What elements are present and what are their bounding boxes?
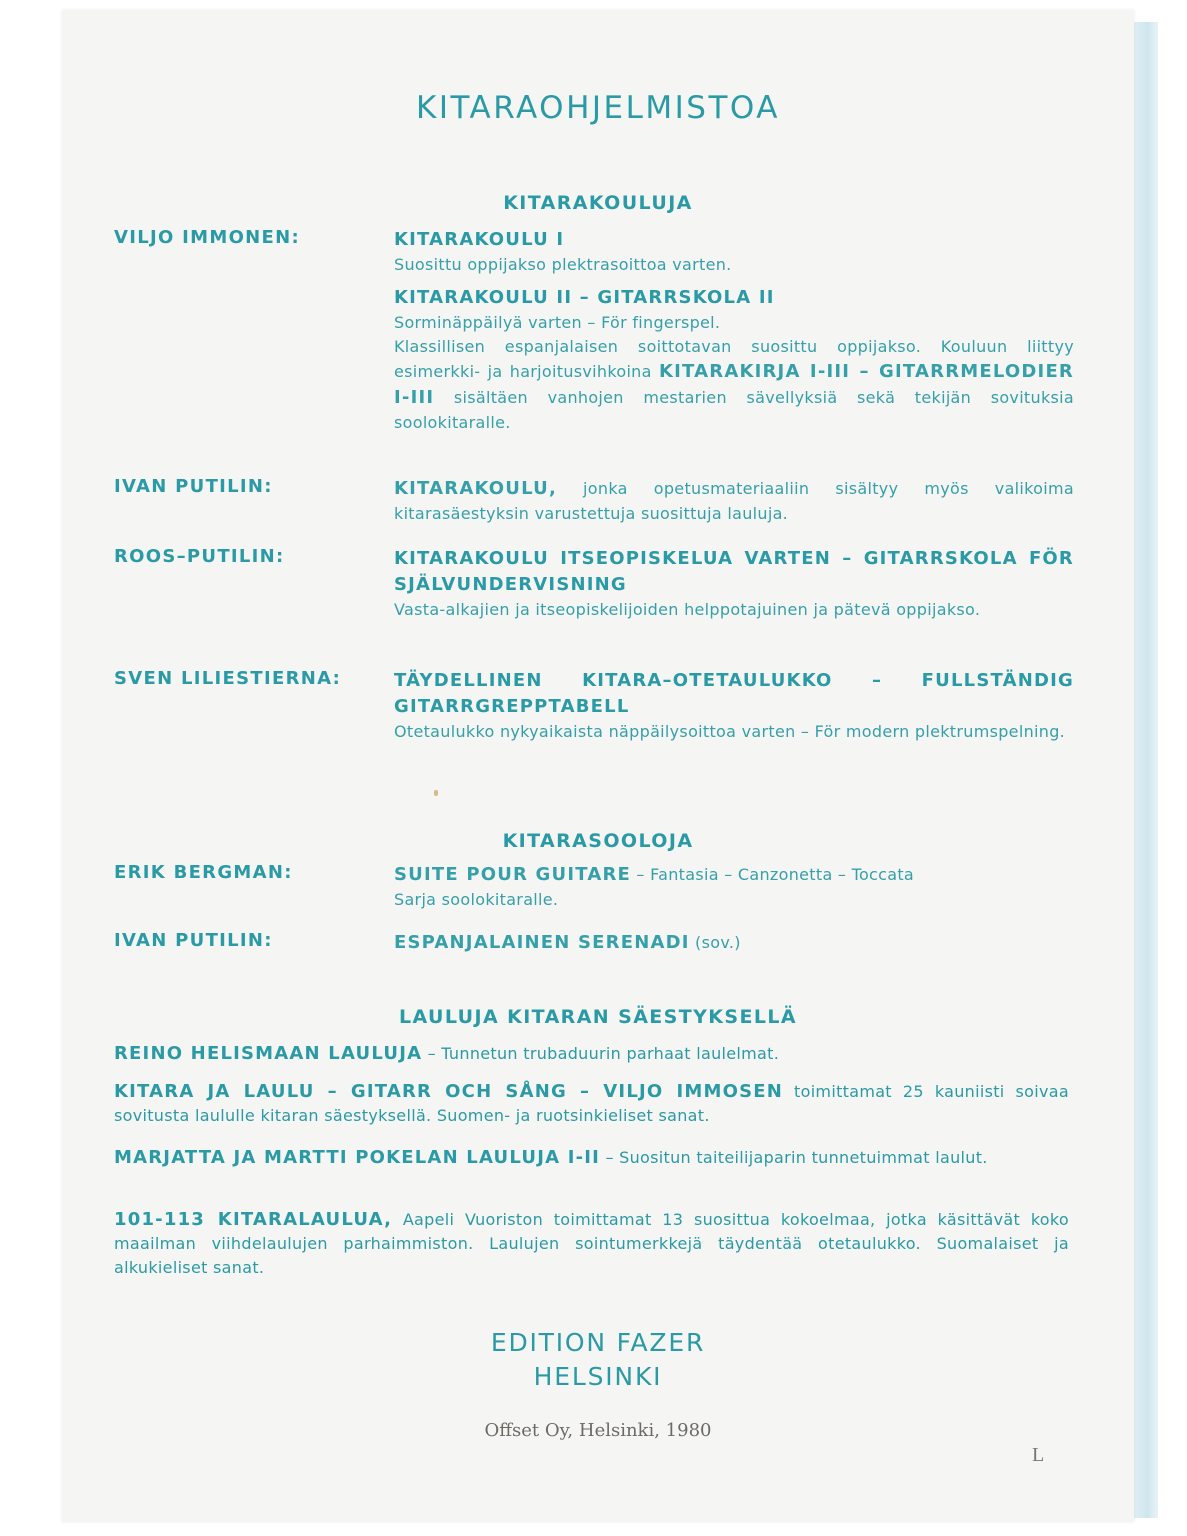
song-title: REINO HELISMAAN LAULUJA bbox=[114, 1043, 423, 1064]
song-title: KITARA JA LAULU – GITARR OCH SÅNG – VILJO IMMOSEN bbox=[114, 1081, 784, 1102]
song-title: 101-113 KITARALAULUA, bbox=[114, 1209, 393, 1230]
song-text: – Suositun taiteilijaparin tunnetuimmat laulut. bbox=[600, 1148, 988, 1167]
author-name: IVAN PUTILIN: bbox=[114, 930, 273, 951]
description-text: sisältäen vanhojen mestarien sävellyksiä sekä tekijän sovituksia soolokitaralle. bbox=[394, 388, 1074, 432]
work-title: KITARAKOULU I bbox=[394, 229, 565, 250]
song-text: Aapeli Vuoriston toimittamat 13 suosittua kokoelmaa, jotka käsittävät koko maailman viihdelaulujen parhaimmiston. Laulujen sointumerkkejä täydentää otetaulukko. Suomalaiset ja alkukieliset sanat. bbox=[114, 1210, 1069, 1277]
work-subtitle: – Fantasia – Canzonetta – Toccata bbox=[631, 865, 915, 884]
page-title: KITARAOHJELMISTOA bbox=[416, 90, 780, 126]
work-title: TÄYDELLINEN KITARA–OTETAULUKKO – FULLSTÄNDIG GITARRGREPPTABELL bbox=[394, 670, 1074, 717]
catalog-page bbox=[62, 10, 1134, 1522]
song-item bbox=[114, 1042, 1069, 1066]
work-description-long bbox=[394, 335, 1074, 435]
section-heading-solos: KITARASOOLOJA bbox=[502, 830, 694, 852]
section-heading-songs: LAULUJA KITARAN SÄESTYKSELLÄ bbox=[398, 1006, 797, 1028]
publisher bbox=[62, 1326, 1134, 1394]
highlighted-title: KITARAKIRJA I-III – GITARRMELODIER I-III bbox=[394, 361, 1074, 408]
song-item bbox=[114, 1080, 1069, 1128]
description-text: Klassillisen espanjalaisen soittotavan suosittu oppijakso. Kouluun liittyy esimerkki- ja harjoitusvihkoina bbox=[394, 337, 1074, 381]
work-title: KITARAKOULU, bbox=[394, 478, 557, 499]
work-description: Suosittu oppijakso plektrasoittoa varten. bbox=[394, 255, 732, 274]
entry-body bbox=[394, 862, 1074, 912]
description-text: jonka opetusmateriaaliin sisältyy myös valikoima kitarasäestyksin varustettuja suosittuja lauluja. bbox=[394, 479, 1074, 523]
song-title: MARJATTA JA MARTTI POKELAN LAULUJA I-II bbox=[114, 1147, 601, 1168]
section-heading-schools: KITARAKOULUJA bbox=[503, 192, 693, 214]
author-name: ROOS–PUTILIN: bbox=[114, 546, 285, 567]
work-description: Sarja soolokitaralle. bbox=[394, 890, 559, 909]
author-name: VILJO IMMONEN: bbox=[114, 227, 301, 248]
song-item bbox=[114, 1146, 1069, 1170]
entry-body bbox=[394, 476, 1074, 526]
entry-body bbox=[394, 668, 1074, 744]
corner-mark: L bbox=[1032, 1444, 1045, 1466]
work-title: ESPANJALAINEN SERENADI bbox=[394, 932, 690, 953]
work-description: Otetaulukko nykyaikaista näppäilysoittoa varten – För modern plektrumspelning. bbox=[394, 722, 1066, 741]
song-item bbox=[114, 1208, 1069, 1280]
song-text: toimittamat 25 kauniisti soivaa sovitusta laululle kitaran säestyksellä. Suomen- ja ruotsinkieliset sanat. bbox=[114, 1082, 1069, 1125]
song-text: – Tunnetun trubaduurin parhaat laulelmat. bbox=[422, 1044, 780, 1063]
author-name: ERIK BERGMAN: bbox=[114, 862, 293, 883]
paper-edge bbox=[1132, 22, 1158, 1518]
publisher-name: EDITION FAZER bbox=[490, 1328, 706, 1357]
entry-body bbox=[394, 930, 1074, 956]
author-name: IVAN PUTILIN: bbox=[114, 476, 273, 497]
publisher-city: HELSINKI bbox=[533, 1362, 663, 1391]
work-description: Sorminäppäilyä varten – För fingerspel. bbox=[394, 313, 721, 332]
work-title: KITARAKOULU ITSEOPISKELUA VARTEN – GITARRSKOLA FÖR SJÄLVUNDERVISNING bbox=[394, 548, 1074, 595]
work-title: SUITE POUR GUITARE bbox=[394, 864, 632, 885]
work-suffix: (sov.) bbox=[689, 933, 741, 952]
entry-body bbox=[394, 227, 1074, 435]
work-description: Vasta-alkajien ja itseopiskelijoiden helppotajuinen ja pätevä oppijakso. bbox=[394, 600, 981, 619]
entry-body bbox=[394, 546, 1074, 622]
printer-line: Offset Oy, Helsinki, 1980 bbox=[484, 1420, 712, 1441]
paper-speck bbox=[434, 790, 438, 796]
author-name: SVEN LILIESTIERNA: bbox=[114, 668, 342, 689]
work-title: KITARAKOULU II – GITARRSKOLA II bbox=[394, 287, 775, 308]
work-line bbox=[394, 862, 1074, 888]
